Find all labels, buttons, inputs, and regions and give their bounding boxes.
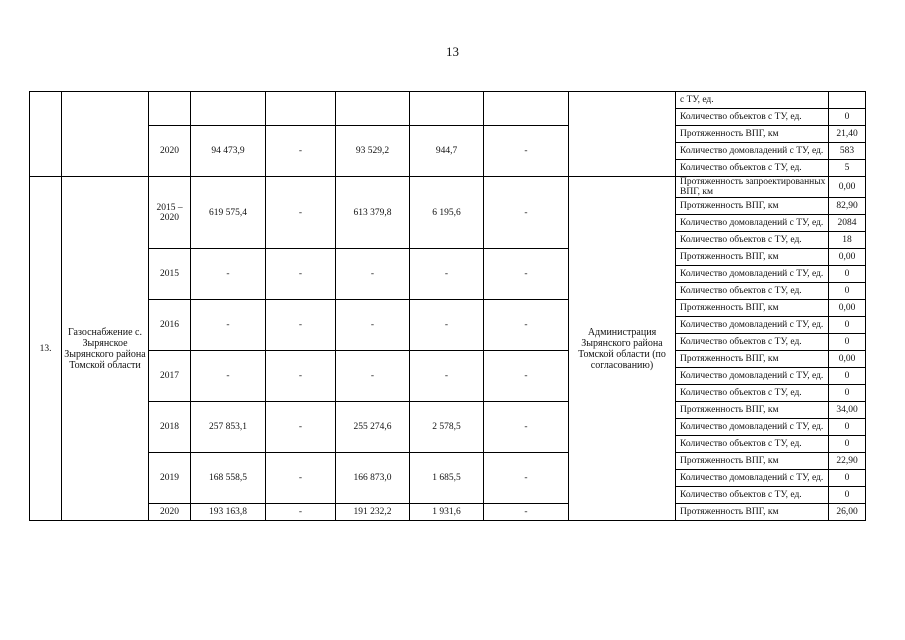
indicator-label: Количество домовладений с ТУ, ед. <box>676 419 829 436</box>
federal-cell: - <box>266 453 336 504</box>
regional-cell: - <box>336 300 410 351</box>
table-row <box>30 300 866 317</box>
total-cell: 257 853,1 <box>191 402 266 453</box>
indicator-label: Количество объектов с ТУ, ед. <box>676 160 829 177</box>
total-cell: 94 473,9 <box>191 126 266 177</box>
indicator-value: 0 <box>829 317 866 334</box>
federal-cell: - <box>266 300 336 351</box>
cont-number-cell <box>30 92 62 177</box>
federal-cell: - <box>266 351 336 402</box>
local-cell: 944,7 <box>410 126 484 177</box>
program-table <box>29 91 866 521</box>
other-cell: - <box>484 177 569 249</box>
regional-cell: - <box>336 351 410 402</box>
year-cell: 2015 – 2020 <box>149 177 191 249</box>
cont-executor-cell <box>569 92 676 177</box>
other-cell <box>484 92 569 126</box>
other-cell: - <box>484 351 569 402</box>
local-cell: 1 685,5 <box>410 453 484 504</box>
indicator-value: 2084 <box>829 215 866 232</box>
indicator-value: 0 <box>829 436 866 453</box>
local-cell: 1 931,6 <box>410 504 484 521</box>
local-cell <box>410 92 484 126</box>
local-cell: 2 578,5 <box>410 402 484 453</box>
indicator-label: Протяженность ВПГ, км <box>676 504 829 521</box>
indicator-value: 0,00 <box>829 300 866 317</box>
year-cell: 2019 <box>149 453 191 504</box>
table-row <box>30 504 866 521</box>
other-cell: - <box>484 300 569 351</box>
year-cell: 2020 <box>149 504 191 521</box>
table-row <box>30 126 866 143</box>
indicator-label: Протяженность ВПГ, км <box>676 402 829 419</box>
indicator-value: 0 <box>829 334 866 351</box>
regional-cell: 93 529,2 <box>336 126 410 177</box>
total-cell: - <box>191 351 266 402</box>
total-cell: 193 163,8 <box>191 504 266 521</box>
federal-cell: - <box>266 126 336 177</box>
indicator-value: 0,00 <box>829 249 866 266</box>
table-row <box>30 177 866 198</box>
indicator-value <box>829 92 866 109</box>
other-cell: - <box>484 504 569 521</box>
indicator-label: Количество объектов с ТУ, ед. <box>676 436 829 453</box>
indicator-value: 0 <box>829 109 866 126</box>
indicator-value: 21,40 <box>829 126 866 143</box>
local-cell: 6 195,6 <box>410 177 484 249</box>
indicator-value: 26,00 <box>829 504 866 521</box>
indicator-label: Количество домовладений с ТУ, ед. <box>676 470 829 487</box>
cont-name-cell <box>62 92 149 177</box>
indicator-value: 82,90 <box>829 198 866 215</box>
indicator-value: 0 <box>829 368 866 385</box>
federal-cell: - <box>266 402 336 453</box>
indicator-label: Количество домовладений с ТУ, ед. <box>676 266 829 283</box>
table-row <box>30 249 866 266</box>
total-cell: 619 575,4 <box>191 177 266 249</box>
indicator-label: Протяженность ВПГ, км <box>676 198 829 215</box>
year-cell: 2020 <box>149 126 191 177</box>
table-row <box>30 92 866 109</box>
total-cell: - <box>191 300 266 351</box>
indicator-value: 0,00 <box>829 177 866 198</box>
other-cell: - <box>484 126 569 177</box>
federal-cell: - <box>266 177 336 249</box>
federal-cell: - <box>266 249 336 300</box>
year-cell <box>149 92 191 126</box>
indicator-label: Количество домовладений с ТУ, ед. <box>676 368 829 385</box>
indicator-label: Протяженность ВПГ, км <box>676 453 829 470</box>
total-cell <box>191 92 266 126</box>
indicator-value: 0 <box>829 419 866 436</box>
indicator-label: Количество объектов с ТУ, ед. <box>676 109 829 126</box>
other-cell: - <box>484 249 569 300</box>
indicator-value: 5 <box>829 160 866 177</box>
year-cell: 2015 <box>149 249 191 300</box>
total-cell: 168 558,5 <box>191 453 266 504</box>
indicator-value: 0 <box>829 283 866 300</box>
indicator-label: Количество домовладений с ТУ, ед. <box>676 143 829 160</box>
indicator-label: Протяженность запроектированных ВПГ, км <box>676 177 829 198</box>
indicator-value: 0 <box>829 470 866 487</box>
total-cell: - <box>191 249 266 300</box>
item-executor: Администрация Зырянского района Томской области (по согласованию) <box>569 177 676 521</box>
regional-cell: 613 379,8 <box>336 177 410 249</box>
other-cell: - <box>484 453 569 504</box>
indicator-label: Количество объектов с ТУ, ед. <box>676 385 829 402</box>
other-cell: - <box>484 402 569 453</box>
indicator-label: Количество домовладений с ТУ, ед. <box>676 215 829 232</box>
indicator-value: 34,00 <box>829 402 866 419</box>
regional-cell: 166 873,0 <box>336 453 410 504</box>
indicator-label: Протяженность ВПГ, км <box>676 249 829 266</box>
item-name: Газоснабжение с. Зырянское Зырянского района Томской области <box>62 177 149 521</box>
federal-cell: - <box>266 504 336 521</box>
item-number: 13. <box>30 177 62 521</box>
indicator-label: Количество объектов с ТУ, ед. <box>676 283 829 300</box>
indicator-value: 22,90 <box>829 453 866 470</box>
indicator-label: Количество объектов с ТУ, ед. <box>676 487 829 504</box>
indicator-label: Количество объектов с ТУ, ед. <box>676 334 829 351</box>
indicator-value: 0 <box>829 385 866 402</box>
year-cell: 2016 <box>149 300 191 351</box>
indicator-value: 0 <box>829 487 866 504</box>
page-number: 13 <box>446 44 459 59</box>
regional-cell <box>336 92 410 126</box>
indicator-label: Количество объектов с ТУ, ед. <box>676 232 829 249</box>
indicator-label: Протяженность ВПГ, км <box>676 300 829 317</box>
table-row <box>30 402 866 419</box>
indicator-label: Количество домовладений с ТУ, ед. <box>676 317 829 334</box>
regional-cell: 255 274,6 <box>336 402 410 453</box>
indicator-label: Протяженность ВПГ, км <box>676 351 829 368</box>
local-cell: - <box>410 351 484 402</box>
year-cell: 2017 <box>149 351 191 402</box>
indicator-value: 0,00 <box>829 351 866 368</box>
federal-cell <box>266 92 336 126</box>
indicator-label: Протяженность ВПГ, км <box>676 126 829 143</box>
indicator-label: с ТУ, ед. <box>676 92 829 109</box>
local-cell: - <box>410 300 484 351</box>
regional-cell: 191 232,2 <box>336 504 410 521</box>
indicator-value: 18 <box>829 232 866 249</box>
indicator-value: 583 <box>829 143 866 160</box>
table-row <box>30 453 866 470</box>
table-row <box>30 351 866 368</box>
year-cell: 2018 <box>149 402 191 453</box>
local-cell: - <box>410 249 484 300</box>
regional-cell: - <box>336 249 410 300</box>
indicator-value: 0 <box>829 266 866 283</box>
